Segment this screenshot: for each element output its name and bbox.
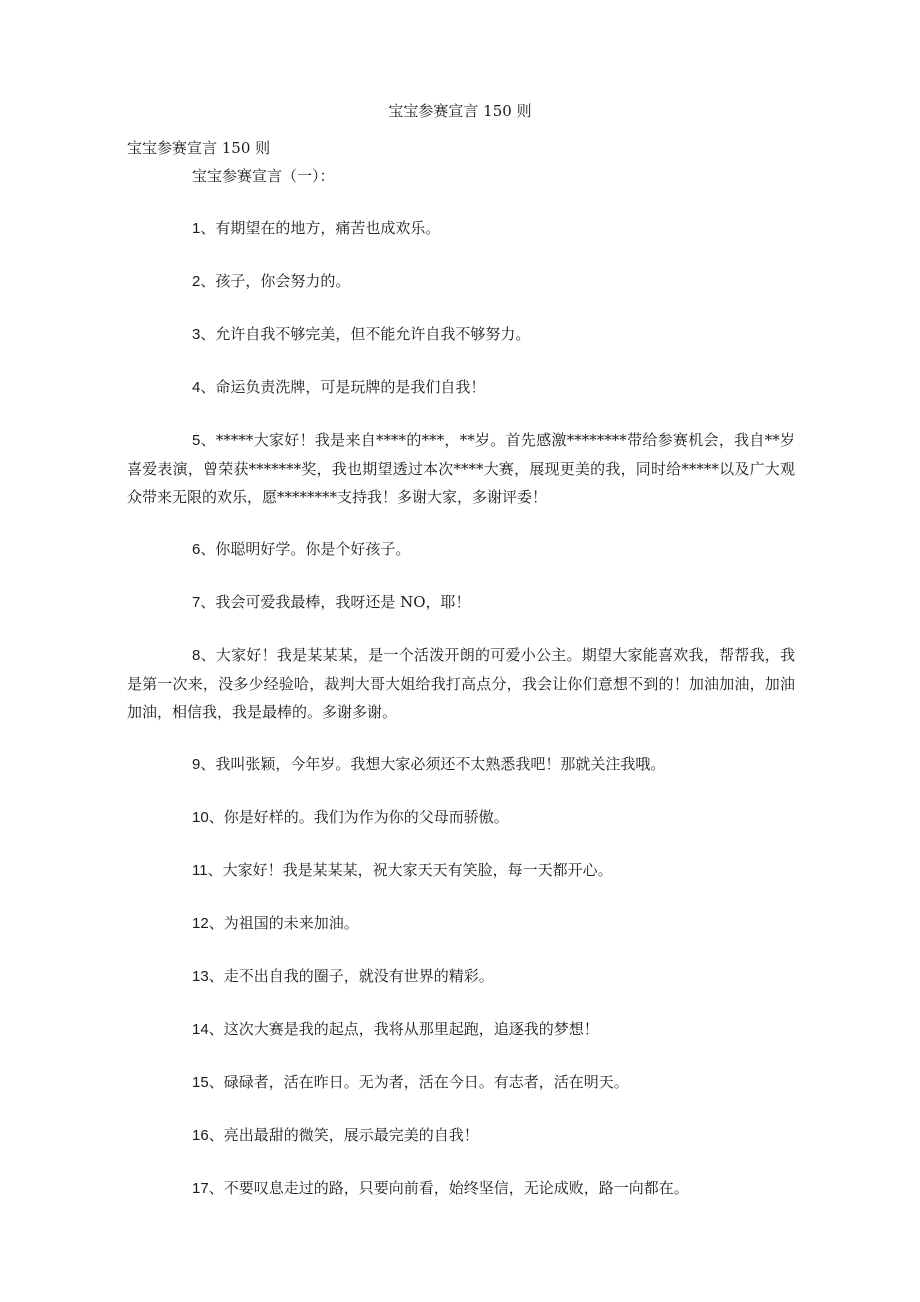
item-number: 8 <box>192 647 201 664</box>
document-subtitle: 宝宝参赛宣言 150 则 <box>127 139 271 157</box>
declaration-list <box>127 214 795 1227</box>
list-item <box>127 750 795 779</box>
item-text: 、我会可爱我最棒，我呀还是 NO，耶！ <box>200 593 471 611</box>
item-number: 6 <box>192 541 201 558</box>
item-number: 10 <box>192 809 209 826</box>
item-number: 5 <box>192 432 201 449</box>
item-number: 17 <box>192 1180 209 1197</box>
list-item <box>127 214 795 243</box>
item-number: 13 <box>192 968 209 985</box>
item-number: 4 <box>192 379 201 396</box>
list-item <box>127 535 795 564</box>
item-text: 、这次大赛是我的起点，我将从那里起跑，追逐我的梦想！ <box>208 1020 599 1038</box>
item-number: 15 <box>192 1074 209 1091</box>
list-item <box>127 426 795 511</box>
list-item <box>127 320 795 349</box>
item-text: 、你聪明好学。你是个好孩子。 <box>200 540 411 558</box>
item-number: 3 <box>192 326 201 343</box>
list-item <box>127 962 795 991</box>
item-number: 7 <box>192 594 201 611</box>
item-text: 、亮出最甜的微笑，展示最完美的自我！ <box>208 1126 479 1144</box>
list-item <box>127 1121 795 1150</box>
item-number: 1 <box>192 220 201 237</box>
list-item <box>127 641 795 726</box>
item-text: 、不要叹息走过的路，只要向前看，始终坚信，无论成败，路一向都在。 <box>208 1179 689 1197</box>
item-number: 2 <box>192 273 201 290</box>
list-item <box>127 803 795 832</box>
item-text: 、允许自我不够完美，但不能允许自我不够努力。 <box>200 325 531 343</box>
item-number: 9 <box>192 756 201 773</box>
item-text: 、为祖国的未来加油。 <box>208 914 359 932</box>
list-item <box>127 267 795 296</box>
list-item <box>127 588 795 617</box>
document-title: 宝宝参赛宣言 150 则 <box>388 102 532 120</box>
list-item <box>127 1015 795 1044</box>
item-text: 、大家好！我是某某某，是一个活泼开朗的可爱小公主。期望大家能喜欢我，帮帮我，我是第一次来，没多少经验哈，裁判大哥大姐给我打高点分，我会让你们意想不到的！加油加油，加油加油，相信我，我是最棒的。多谢多谢。 <box>127 646 795 721</box>
list-item <box>127 373 795 402</box>
item-number: 11 <box>192 862 208 879</box>
list-item <box>127 1174 795 1203</box>
item-text: 、有期望在的地方，痛苦也成欢乐。 <box>200 219 441 237</box>
item-number: 14 <box>192 1021 209 1038</box>
section-heading: 宝宝参赛宣言（一）： <box>192 167 335 185</box>
item-text: 、我叫张颖，今年岁。我想大家必须还不太熟悉我吧！那就关注我哦。 <box>200 755 666 773</box>
item-text: 、*****大家好！我是来自****的***，**岁。首先感激********带给参赛机会，我自**岁喜爱表演，曾荣获*******奖，我也期望透过本次****大赛，展现更美的我，同时给*****以及广大观众带来无限的欢乐，愿********支持我！多谢大家，多谢评委！ <box>127 431 795 506</box>
item-text: 、命运负责洗牌，可是玩牌的是我们自我！ <box>200 378 486 396</box>
item-text: 、孩子，你会努力的。 <box>200 272 351 290</box>
item-number: 12 <box>192 915 209 932</box>
item-text: 、大家好！我是某某某，祝大家天天有笑脸，每一天都开心。 <box>207 861 613 879</box>
list-item <box>127 1068 795 1097</box>
item-text: 、走不出自我的圈子，就没有世界的精彩。 <box>208 967 494 985</box>
list-item <box>127 856 795 885</box>
item-text: 、你是好样的。我们为作为你的父母而骄傲。 <box>208 808 509 826</box>
list-item <box>127 909 795 938</box>
item-text: 、碌碌者，活在昨日。无为者，活在今日。有志者，活在明天。 <box>208 1073 629 1091</box>
item-number: 16 <box>192 1127 209 1144</box>
